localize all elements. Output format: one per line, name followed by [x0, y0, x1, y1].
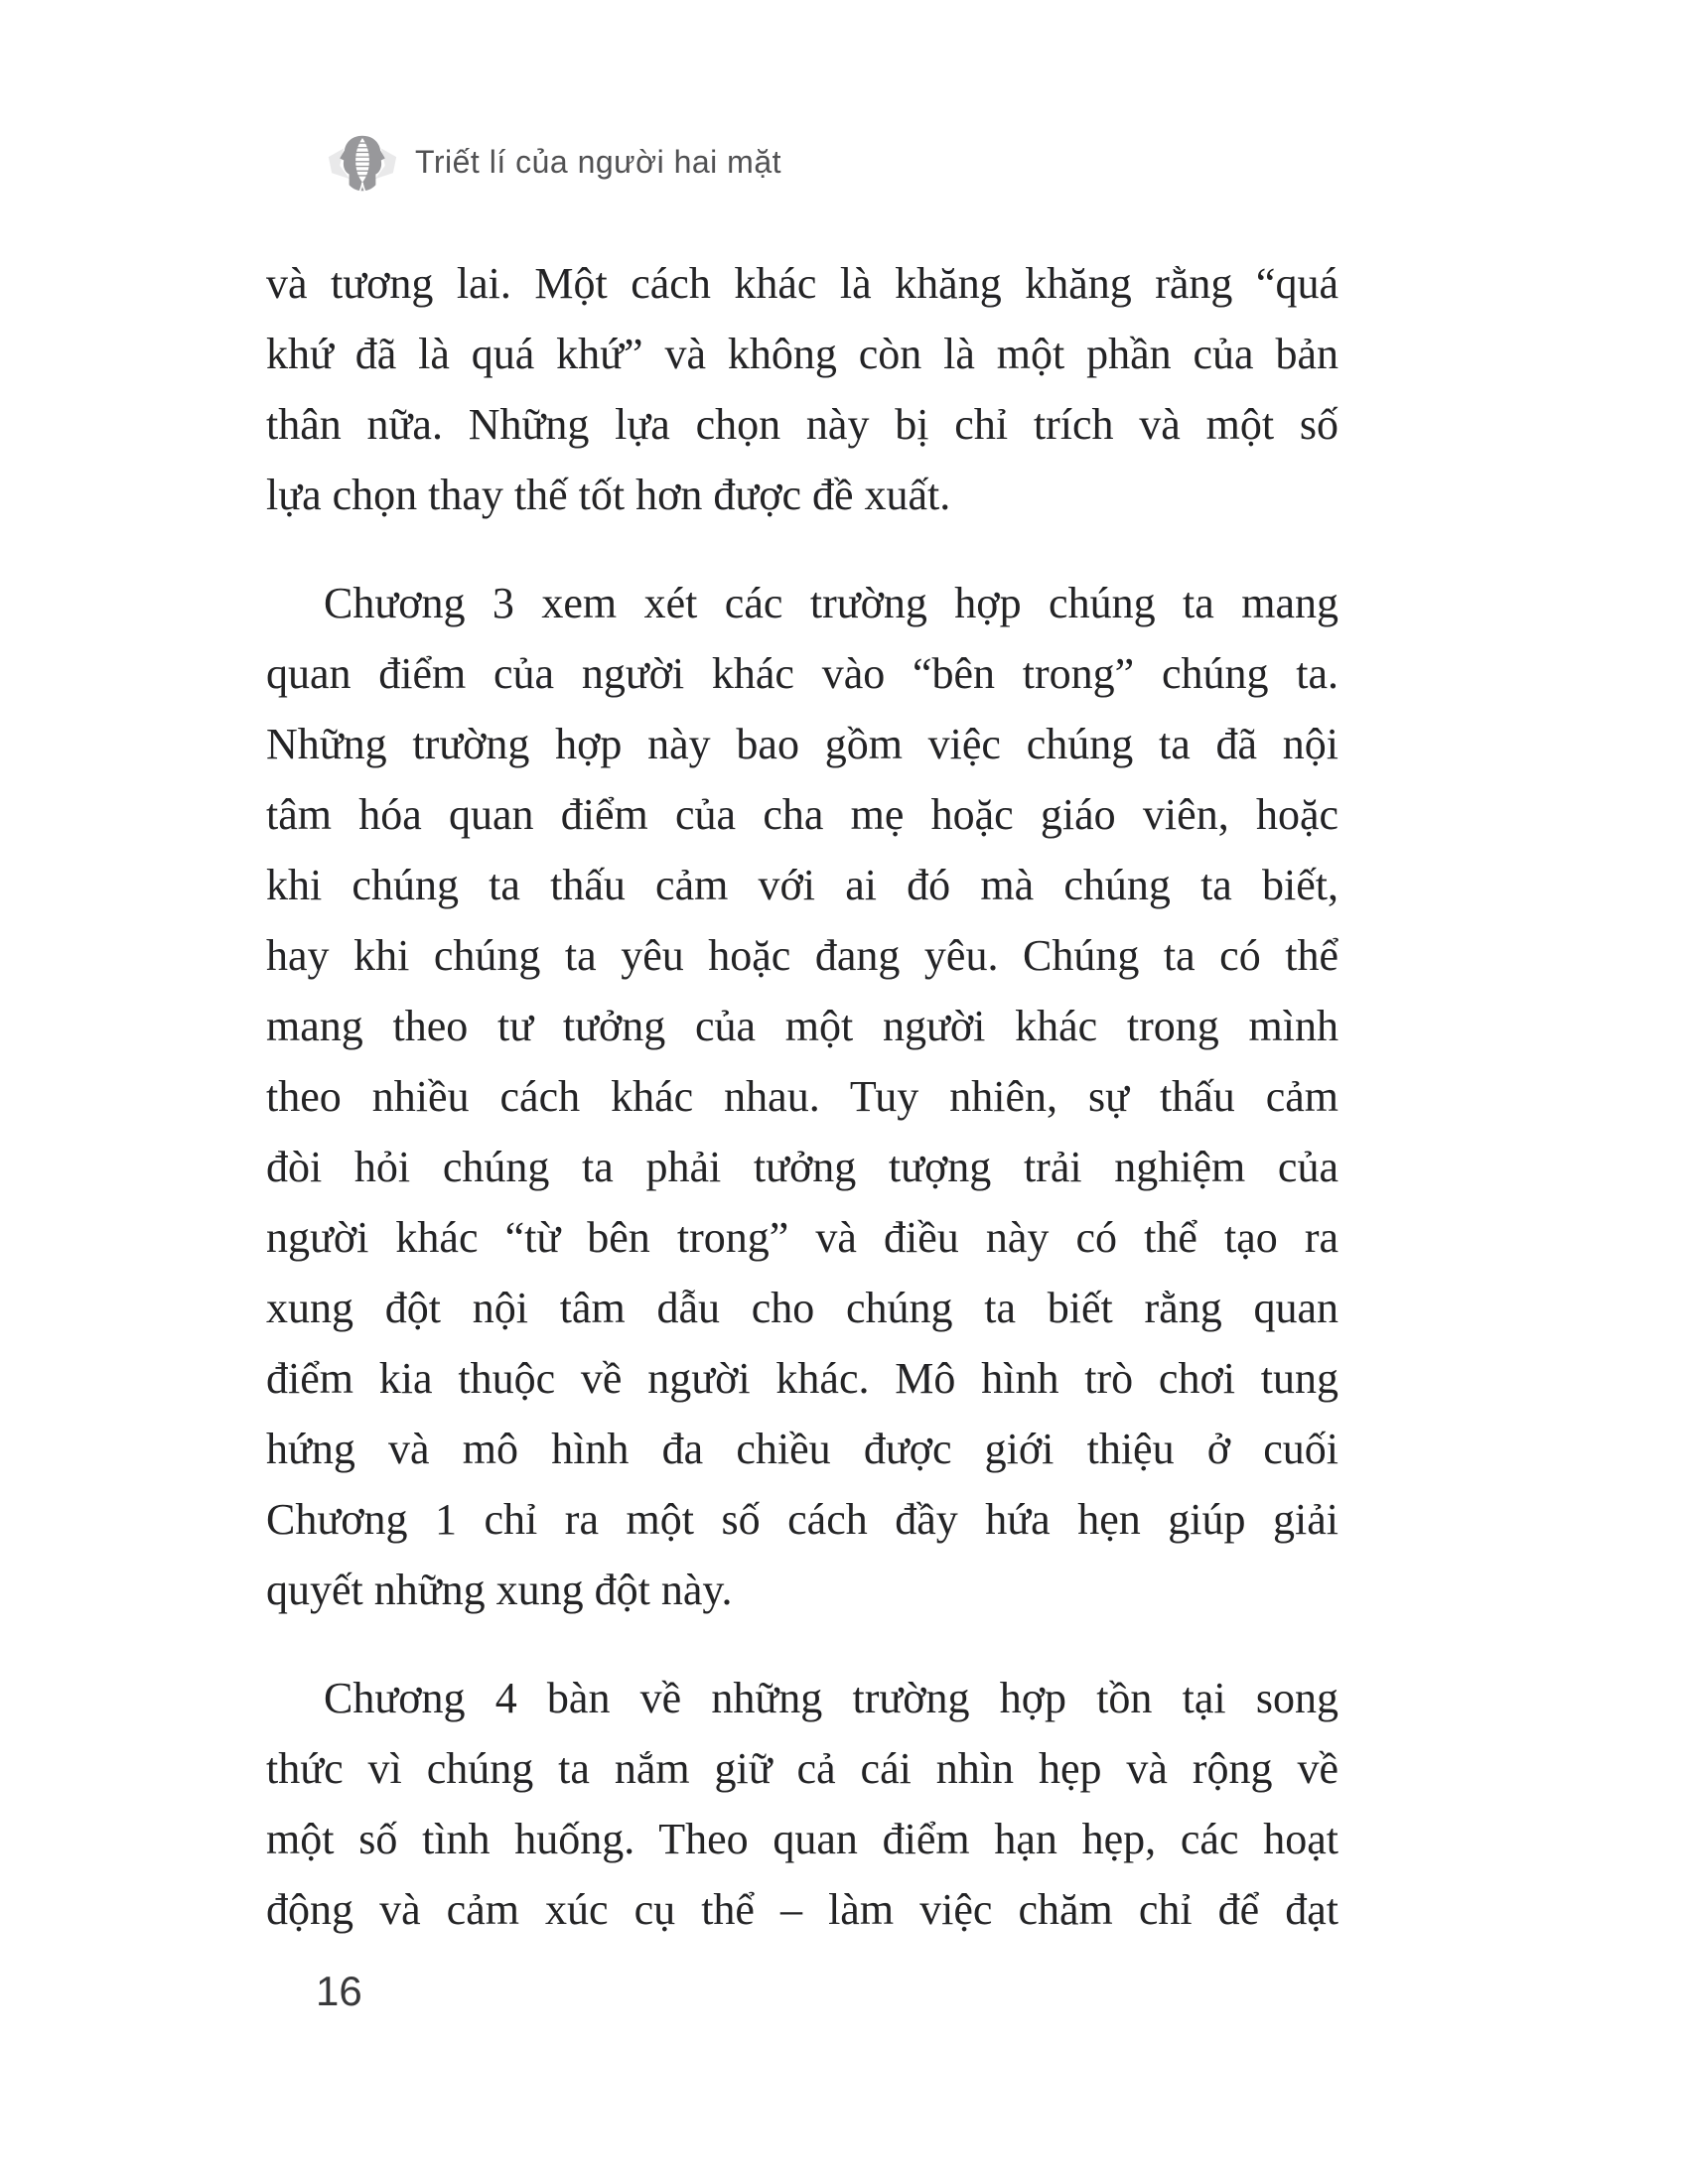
text-line: Chương 4 bàn về những trường hợp tồn tại song: [324, 1674, 1338, 1722]
paragraph: [266, 1663, 1338, 1945]
text-line: thân nữa. Những lựa chọn này bị chỉ trích và một số: [266, 400, 1338, 449]
text-line: thức vì chúng ta nắm giữ cả cái nhìn hẹp và rộng về: [266, 1744, 1338, 1793]
text-line: hay khi chúng ta yêu hoặc đang yêu. Chúng ta có thể: [266, 931, 1338, 980]
running-head-title: Triết lí của người hai mặt: [415, 144, 782, 180]
text-line: người khác “từ bên trong” và điều này có thể tạo ra: [266, 1213, 1338, 1262]
text-line: lựa chọn thay thế tốt hơn được đề xuất.: [266, 471, 951, 519]
text-line: mang theo tư tưởng của một người khác trong mình: [266, 1002, 1338, 1050]
text-line: xung đột nội tâm dẫu cho chúng ta biết rằng quan: [266, 1284, 1338, 1332]
text-line: Chương 3 xem xét các trường hợp chúng ta mang: [324, 579, 1338, 627]
text-line: hứng và mô hình đa chiều được giới thiệu ở cuối: [266, 1425, 1338, 1473]
text-line: một số tình huống. Theo quan điểm hạn hẹp, các hoạt: [266, 1815, 1338, 1863]
text-line: khứ đã là quá khứ” và không còn là một phần của bản: [266, 330, 1338, 378]
text-line: quan điểm của người khác vào “bên trong” chúng ta.: [266, 649, 1338, 698]
text-line: đòi hỏi chúng ta phải tưởng tượng trải nghiệm của: [266, 1143, 1338, 1191]
text-line: quyết những xung đột này.: [266, 1566, 733, 1614]
text-line: khi chúng ta thấu cảm với ai đó mà chúng ta biết,: [266, 861, 1338, 909]
text-line: Chương 1 chỉ ra một số cách đầy hứa hẹn giúp giải: [266, 1495, 1338, 1544]
text-line: theo nhiều cách khác nhau. Tuy nhiên, sự thấu cảm: [266, 1072, 1338, 1121]
paragraph: [266, 568, 1338, 1625]
text-line: Những trường hợp này bao gồm việc chúng ta đã nội: [266, 720, 1338, 768]
two-faces-icon: [326, 129, 399, 196]
page-header: [326, 129, 781, 196]
text-line: tâm hóa quan điểm của cha mẹ hoặc giáo viên, hoặc: [266, 790, 1338, 839]
page-body: [266, 248, 1338, 1945]
page-number: 16: [316, 1968, 362, 2014]
text-line: động và cảm xúc cụ thể – làm việc chăm chỉ để đạt: [266, 1885, 1338, 1934]
paragraph: [266, 248, 1338, 530]
text-line: và tương lai. Một cách khác là khăng khăng rằng “quá: [266, 259, 1338, 308]
text-line: điểm kia thuộc về người khác. Mô hình trò chơi tung: [266, 1354, 1338, 1403]
